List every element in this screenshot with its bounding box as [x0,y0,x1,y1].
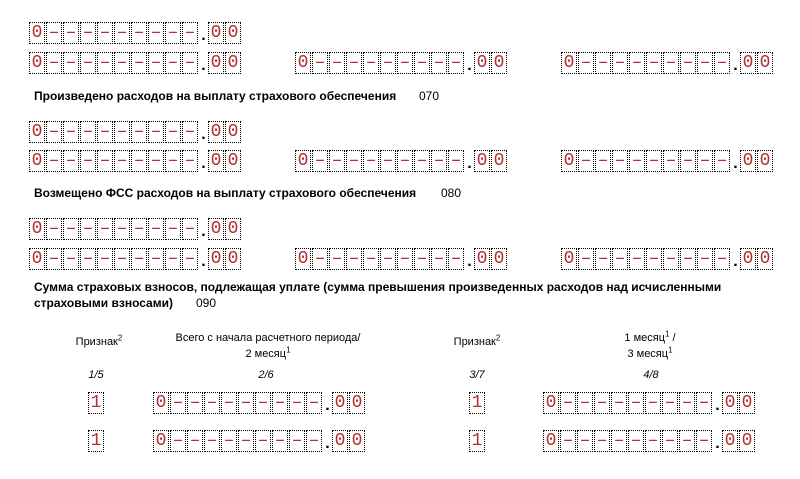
digit-cell: – [165,150,181,172]
decimal-cell: 0 [225,218,241,240]
decimal-cell: 0 [757,52,773,74]
digit-cell: – [148,121,164,143]
decimal-cell: 0 [208,248,224,270]
decimal-separator: . [201,126,206,143]
digit-cell: 0 [561,150,577,172]
decimal-separator: . [325,397,330,414]
digit-cell: – [114,52,130,74]
digit-cell: – [380,52,396,74]
decimal-cell: 0 [739,392,755,414]
digit-cell: – [346,150,362,172]
digit-cell: – [289,392,305,414]
digit-cell: – [80,22,96,44]
decimal-cell: 0 [474,150,490,172]
amount-field[interactable] [29,246,241,270]
digit-cell: – [97,218,113,240]
digit-cell: – [312,150,328,172]
decimal-cell: 0 [722,430,738,452]
amount-field[interactable] [29,50,241,74]
decimal-cell: 0 [225,150,241,172]
decimal-cell: 0 [491,248,507,270]
decimal-cell: 0 [349,392,365,414]
digit-cell: – [114,248,130,270]
decimal-separator: . [733,155,738,172]
digit-cell: – [80,121,96,143]
digit-cell: – [697,52,713,74]
flag-value: 1 [469,430,485,452]
digit-cell: – [628,392,644,414]
digit-cell: – [306,392,322,414]
digit-cell: – [380,248,396,270]
decimal-cell: 0 [474,248,490,270]
digit-cell: – [697,150,713,172]
decimal-separator: . [733,57,738,74]
digit-cell: – [612,248,628,270]
col-number-1: 1/5 [88,369,104,381]
digit-cell: – [663,150,679,172]
amount-field[interactable] [29,148,241,172]
flag-value: 1 [88,392,104,414]
digit-cell: – [114,150,130,172]
digit-cell: – [63,248,79,270]
flag-field[interactable] [469,428,485,452]
digit-cell: – [204,392,220,414]
digit-cell: – [46,22,62,44]
decimal-cell: 0 [208,218,224,240]
digit-cell: 0 [29,218,45,240]
digit-cell: – [46,150,62,172]
digit-cell: – [148,22,164,44]
digit-cell: – [629,248,645,270]
decimal-cell: 0 [757,150,773,172]
digit-cell: – [595,150,611,172]
digit-cell: – [578,248,594,270]
digit-cell: – [165,218,181,240]
digit-cell: – [182,121,198,143]
digit-cell: – [646,248,662,270]
col-number-4: 4/8 [643,369,659,381]
flag-field[interactable] [469,390,485,414]
digit-cell: – [46,218,62,240]
section-090-code: 090 [196,296,217,310]
digit-cell: – [114,22,130,44]
decimal-cell: 0 [491,150,507,172]
digit-cell: – [131,150,147,172]
decimal-separator: . [467,253,472,270]
decimal-cell: 0 [225,121,241,143]
digit-cell: – [611,430,627,452]
digit-cell: – [380,150,396,172]
decimal-separator: . [201,27,206,44]
digit-cell: – [363,150,379,172]
decimal-cell: 0 [740,150,756,172]
digit-cell: – [165,52,181,74]
digit-cell: – [46,248,62,270]
digit-cell: – [80,248,96,270]
decimal-cell: 0 [208,121,224,143]
digit-cell: – [131,22,147,44]
decimal-cell: 0 [739,430,755,452]
amount-field[interactable] [543,428,755,452]
digit-cell: – [448,150,464,172]
decimal-cell: 0 [208,150,224,172]
digit-cell: – [148,52,164,74]
digit-cell: – [714,150,730,172]
digit-cell: – [272,392,288,414]
digit-cell: – [577,430,593,452]
digit-cell: – [170,392,186,414]
decimal-separator: . [201,223,206,240]
digit-cell: – [165,22,181,44]
digit-cell: – [114,121,130,143]
digit-cell: – [431,150,447,172]
digit-cell: – [680,150,696,172]
digit-cell: – [646,150,662,172]
digit-cell: – [221,392,237,414]
decimal-cell: 0 [740,248,756,270]
decimal-separator: . [733,253,738,270]
digit-cell: – [346,52,362,74]
digit-cell: 0 [295,52,311,74]
digit-cell: – [46,121,62,143]
digit-cell: 0 [29,248,45,270]
digit-cell: – [97,121,113,143]
decimal-cell: 0 [225,248,241,270]
digit-cell: – [131,218,147,240]
digit-cell: – [255,392,271,414]
month-header: 1 месяц$^1$ / 3 месяц$^1$ [624,329,676,360]
decimal-cell: 0 [225,52,241,74]
digit-cell: – [238,392,254,414]
section-090-label: Сумма страховых взносов, подлежащая уплате (сумма превышения произведенных расходов над исчисленными [34,280,722,294]
digit-cell: – [595,52,611,74]
digit-cell: – [663,248,679,270]
digit-cell: – [577,392,593,414]
amount-field[interactable] [29,216,241,240]
flag-header-2: Признак$^2$ [453,333,501,348]
digit-cell: – [679,392,695,414]
digit-cell: – [594,392,610,414]
digit-cell: – [612,150,628,172]
digit-cell: – [306,430,322,452]
digit-cell: – [560,430,576,452]
digit-cell: – [187,392,203,414]
digit-cell: – [662,430,678,452]
digit-cell: – [329,248,345,270]
digit-cell: – [182,150,198,172]
decimal-cell: 0 [208,52,224,74]
digit-cell: – [165,248,181,270]
digit-cell: – [329,150,345,172]
digit-cell: – [63,52,79,74]
digit-cell: – [63,121,79,143]
decimal-separator: . [201,253,206,270]
digit-cell: 0 [295,248,311,270]
digit-cell: – [414,52,430,74]
digit-cell: – [645,430,661,452]
digit-cell: – [645,392,661,414]
digit-cell: 0 [543,430,559,452]
digit-cell: – [170,430,186,452]
digit-cell: – [662,392,678,414]
decimal-cell: 0 [225,22,241,44]
amount-field[interactable] [29,20,241,44]
section-070-label: Произведено расходов на выплату страхового обеспечения [34,89,397,103]
digit-cell: – [679,430,695,452]
digit-cell: – [272,430,288,452]
digit-cell: – [448,248,464,270]
digit-cell: – [131,248,147,270]
col-number-3: 3/7 [469,369,485,381]
digit-cell: – [628,430,644,452]
digit-cell: – [182,22,198,44]
digit-cell: – [97,52,113,74]
amount-field[interactable] [153,390,365,414]
digit-cell: – [629,52,645,74]
digit-cell: 0 [29,150,45,172]
digit-cell: – [696,430,712,452]
digit-cell: – [397,150,413,172]
decimal-separator: . [325,435,330,452]
digit-cell: – [696,392,712,414]
digit-cell: – [289,430,305,452]
digit-cell: – [578,52,594,74]
digit-cell: – [680,248,696,270]
section-080-code: 080 [441,186,462,200]
section-070-code: 070 [419,89,440,103]
decimal-cell: 0 [332,430,348,452]
digit-cell: – [611,392,627,414]
decimal-cell: 0 [332,392,348,414]
amount-field[interactable] [561,246,773,270]
decimal-separator: . [715,397,720,414]
decimal-separator: . [467,57,472,74]
digit-cell: – [97,150,113,172]
decimal-cell: 0 [722,392,738,414]
digit-cell: – [312,248,328,270]
digit-cell: – [131,121,147,143]
decimal-separator: . [715,435,720,452]
digit-cell: – [204,430,220,452]
digit-cell: – [80,218,96,240]
digit-cell: – [397,52,413,74]
digit-cell: – [80,52,96,74]
digit-cell: 0 [153,430,169,452]
digit-cell: – [312,52,328,74]
total-header: Всего с начала расчетного периода/ 2 месяц$^1$ [175,332,361,360]
digit-cell: – [148,218,164,240]
digit-cell: – [363,248,379,270]
digit-cell: – [431,248,447,270]
digit-cell: – [680,52,696,74]
flag-value: 1 [469,392,485,414]
flag-value: 1 [88,430,104,452]
digit-cell: – [80,150,96,172]
digit-cell: – [560,392,576,414]
col-number-2: 2/6 [258,369,274,381]
amount-field[interactable] [153,428,365,452]
digit-cell: – [182,52,198,74]
digit-cell: – [431,52,447,74]
decimal-cell: 0 [474,52,490,74]
flag-field[interactable] [88,390,104,414]
digit-cell: – [182,248,198,270]
digit-cell: – [97,22,113,44]
amount-field[interactable] [29,119,241,143]
decimal-separator: . [467,155,472,172]
amount-field[interactable] [295,50,507,74]
digit-cell: 0 [543,392,559,414]
decimal-cell: 0 [208,22,224,44]
digit-cell: – [629,150,645,172]
amount-field[interactable] [295,148,507,172]
digit-cell: – [165,121,181,143]
digit-cell: – [329,52,345,74]
digit-cell: – [646,52,662,74]
digit-cell: – [63,218,79,240]
digit-cell: – [148,248,164,270]
digit-cell: 0 [561,52,577,74]
digit-cell: 0 [29,52,45,74]
amount-field[interactable] [561,50,773,74]
digit-cell: – [363,52,379,74]
decimal-cell: 0 [491,52,507,74]
digit-cell: 0 [29,121,45,143]
digit-cell: – [414,150,430,172]
section-090-label-cont: страховыми взносами) [34,296,173,310]
digit-cell: – [221,430,237,452]
digit-cell: – [114,218,130,240]
amount-field[interactable] [295,246,507,270]
digit-cell: – [578,150,594,172]
digit-cell: 0 [295,150,311,172]
flag-field[interactable] [88,428,104,452]
decimal-separator: . [201,155,206,172]
amount-field[interactable] [561,148,773,172]
digit-cell: – [63,150,79,172]
digit-cell: – [663,52,679,74]
digit-cell: – [346,248,362,270]
digit-cell: – [255,430,271,452]
digit-cell: – [595,248,611,270]
digit-cell: – [97,248,113,270]
digit-cell: – [187,430,203,452]
digit-cell: 0 [561,248,577,270]
decimal-cell: 0 [757,248,773,270]
decimal-separator: . [201,57,206,74]
digit-cell: – [612,52,628,74]
digit-cell: – [397,248,413,270]
digit-cell: – [182,218,198,240]
digit-cell: 0 [29,22,45,44]
digit-cell: – [46,52,62,74]
flag-header-1: Признак$^2$ [75,333,123,348]
digit-cell: – [594,430,610,452]
digit-cell: – [714,52,730,74]
digit-cell: – [697,248,713,270]
amount-field[interactable] [543,390,755,414]
digit-cell: – [148,150,164,172]
decimal-cell: 0 [349,430,365,452]
digit-cell: – [131,52,147,74]
digit-cell: – [448,52,464,74]
section-080-label: Возмещено ФСС расходов на выплату страхового обеспечения [34,186,417,200]
digit-cell: 0 [153,392,169,414]
digit-cell: – [238,430,254,452]
digit-cell: – [414,248,430,270]
digit-cell: – [714,248,730,270]
decimal-cell: 0 [740,52,756,74]
digit-cell: – [63,22,79,44]
